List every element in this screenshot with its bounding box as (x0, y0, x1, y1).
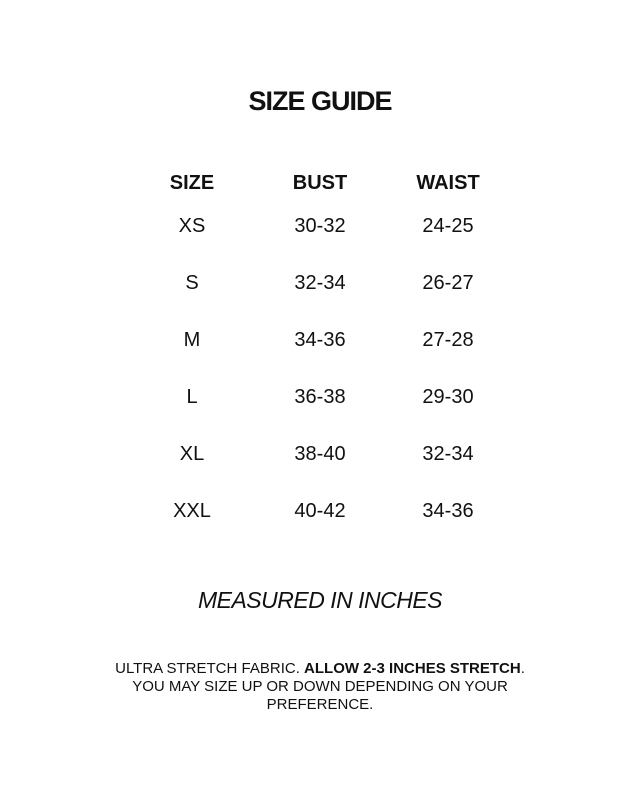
waist-cell: 34-36 (422, 500, 474, 522)
table-row (128, 198, 512, 255)
table-row (128, 369, 512, 426)
column-header-size: SIZE (169, 171, 215, 194)
table-row (128, 312, 512, 369)
bust-cell: 40-42 (294, 500, 346, 522)
size-cell: S (185, 272, 199, 294)
page-title: SIZE GUIDE (248, 86, 392, 116)
bust-cell: 30-32 (294, 215, 346, 237)
fabric-stretch-note (100, 660, 540, 714)
bust-cell: 32-34 (294, 272, 346, 294)
size-cell: M (183, 329, 201, 351)
size-cell: L (186, 386, 198, 408)
size-cell: XXL (173, 500, 211, 522)
bust-cell: 38-40 (294, 443, 346, 465)
table-header-row (128, 168, 512, 198)
size-cell: XL (179, 443, 205, 465)
fabric-note-text: ULTRA STRETCH FABRIC. (115, 660, 305, 677)
bust-cell: 34-36 (294, 329, 346, 351)
fabric-note-text-end: . YOU MAY SIZE UP OR DOWN DEPENDING ON YOUR PREFERENCE. (132, 660, 525, 713)
waist-cell: 32-34 (422, 443, 474, 465)
measurement-unit-note: MEASURED IN INCHES (197, 587, 443, 613)
waist-cell: 24-25 (422, 215, 474, 237)
table-row (128, 483, 512, 540)
size-cell: XS (178, 215, 206, 237)
bust-cell: 36-38 (294, 386, 346, 408)
waist-cell: 26-27 (422, 272, 474, 294)
size-chart-table (128, 168, 512, 540)
column-header-bust: BUST (292, 171, 348, 194)
table-row (128, 426, 512, 483)
table-row (128, 255, 512, 312)
waist-cell: 27-28 (422, 329, 474, 351)
column-header-waist: WAIST (416, 171, 480, 194)
waist-cell: 29-30 (422, 386, 474, 408)
fabric-note-emphasis: ALLOW 2-3 INCHES STRETCH (304, 660, 521, 677)
